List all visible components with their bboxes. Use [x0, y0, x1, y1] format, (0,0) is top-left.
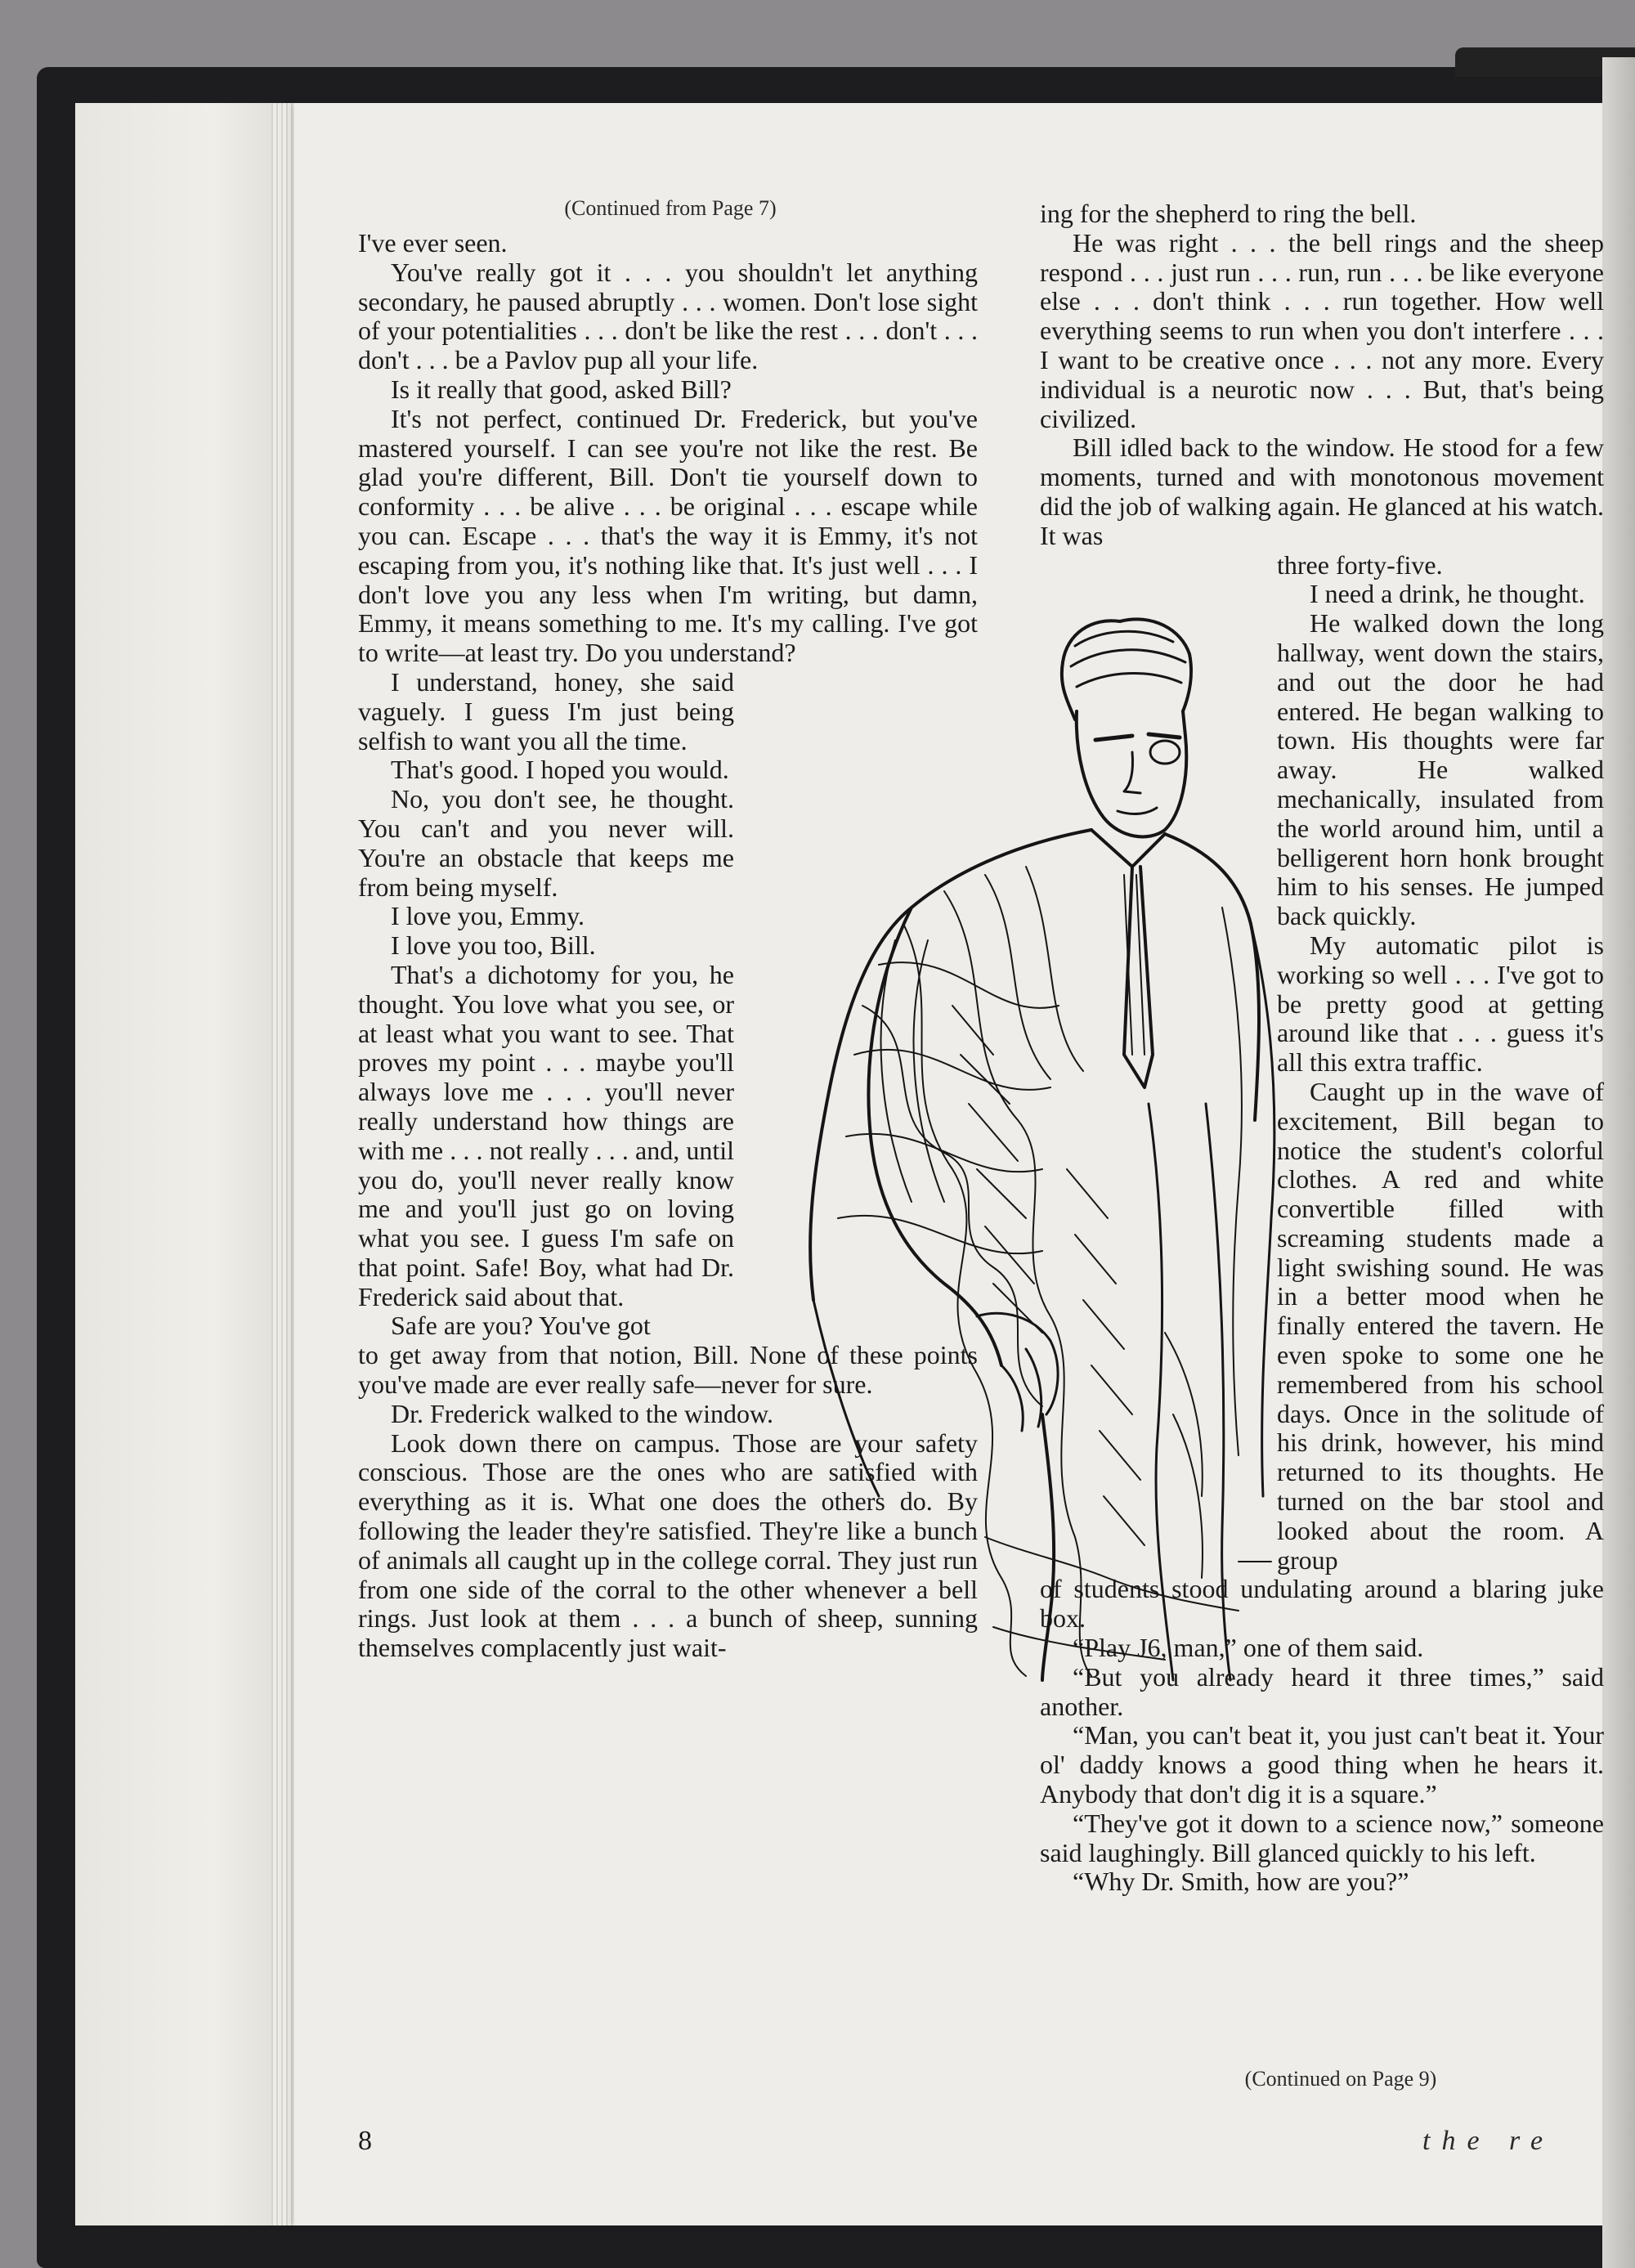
paragraph: He walked down the long hallway, went down the stairs, and out the door he had entered. He began walking to town. His thoughts were far away. He walked mechanically, insulated from the world around him, until a belligerent horn honk brought him to his senses. He jumped back quickly. [1277, 608, 1604, 931]
paragraph: It's not perfect, continued Dr. Frederick, but you've mastered yourself. I can see you're not like the rest. Be glad you're different, Bill. Don't tie yourself down to conformity . . . be alive . . . be original . . . escape while you can. Escape . . . that's the way it is Emmy, it's not escaping from you, it's nothing like that. It's just well . . . I don't love you any less when I'm writing, but damn, Emmy, it means something to me. It's my calling. I've got to write—at least try. Do you understand? [358, 403, 978, 668]
running-title: the re [1422, 2126, 1555, 2156]
continued-from-note: (Continued from Page 7) [564, 196, 777, 220]
paragraph: “Why Dr. Smith, how are you?” [1073, 1867, 1409, 1897]
paragraph: That's a dichotomy for you, he thought. You love what you see, or at least what you want to see. That proves my point . . . maybe you'll always love me . . . you'll never really understand how things are with me . . . not really . . . and, until you do, you'll never really know me and you'll just go on loving what you see. I guess I'm safe on that point. Safe! Boy, what had Dr. Frederick said about that. [358, 959, 734, 1311]
paragraph: Is it really that good, asked Bill? [391, 374, 732, 404]
text-wrap-around-illustration [1277, 551, 1604, 1575]
paragraph: I love you too, Bill. [391, 930, 596, 961]
paragraph: That's good. I hoped you would. [391, 755, 729, 785]
paragraph: Dr. Frederick walked to the window. [391, 1398, 774, 1428]
paragraph: Safe are you? You've got [391, 1311, 651, 1341]
paragraph: ing for the shepherd to ring the bell. [1040, 199, 1417, 228]
paragraph: You've really got it . . . you shouldn't let anything secondary, he paused abruptly . . . women. Don't lose sight of your potentialities . . . don't be like the rest . . . don't . . . don't . . . be a Pavlov pup all your life. [358, 257, 978, 375]
paragraph: Caught up in the wave of excitement, Bill began to notice the student's colorful clothes. A red and white convertible filled with screaming students made a light swishing sound. He was in a better mood when he finally entered the tavern. He even spoke to some one he remembered from his school days. Once in the solitude of his drink, however, his mind returned to its thoughts. He turned on the bar stool and looked about the room. A group [1277, 1076, 1604, 1575]
paragraph: I love you, Emmy. [391, 901, 585, 931]
paragraph: “Man, you can't beat it, you just can't beat it. Your ol' daddy knows a good thing when he hears it. Anybody that don't dig it is a square.” [1040, 1720, 1604, 1809]
paragraph: “They've got it down to a science now,” someone said laughingly. Bill glanced quickly to his left. [1040, 1808, 1604, 1867]
page-stack [75, 103, 304, 2225]
facing-page-edge [1602, 57, 1635, 2268]
paragraph: “Play J6, man,” one of them said. [1073, 1633, 1424, 1663]
paragraph: “But you already heard it three times,” said another. [1040, 1661, 1604, 1721]
paragraph: three forty-five. [1277, 549, 1443, 580]
paragraph: No, you don't see, he thought. You can't and you never will. You're an obstacle that keeps me from being myself. [358, 784, 734, 902]
paragraph: My automatic pilot is working so well . . . I've got to be pretty good at getting around like that . . . guess it's all this extra traffic. [1277, 930, 1604, 1078]
paragraph: of students stood undulating around a blaring juke box. [1040, 1574, 1604, 1634]
paragraph: to get away from that notion, Bill. None of these points you've made are ever really safe—never for sure. [358, 1340, 978, 1400]
continued-on-note: (Continued on Page 9) [1244, 2067, 1437, 2091]
text-wrap-around-illustration [358, 668, 734, 1341]
paragraph: He was right . . . the bell rings and the sheep respond . . . just run . . . run, run . . . be like everyone else . . . don't think . . . run together. How well everything seems to run when you don't interfere . . . I want to be creative once . . . not any more. Every individual is a neurotic now . . . But, that's being civilized. [1040, 227, 1604, 433]
paragraph: I understand, honey, she said vaguely. I guess I'm just being selfish to want you all the time. [358, 666, 734, 755]
paragraph: I need a drink, he thought. [1310, 579, 1585, 609]
sketched-man-illustration-icon [781, 597, 1288, 1684]
paragraph: I've ever seen. [358, 228, 508, 258]
paragraph: Bill idled back to the window. He stood for a few moments, turned and with monotonous movement did the job of walking again. He glanced at his watch. It was [1040, 433, 1604, 550]
page-number: 8 [358, 2126, 372, 2156]
paragraph: Look down there on campus. Those are your safety conscious. Those are the ones who are satisfied with everything as it is. What one does the others do. By following the leader they're satisfied. They're like a bunch of animals all caught up in the college corral. They just run from one side of the corral to the other whenever a bell rings. Just look at them . . . a bunch of sheep, sunning themselves complacently just wait- [358, 1428, 978, 1663]
